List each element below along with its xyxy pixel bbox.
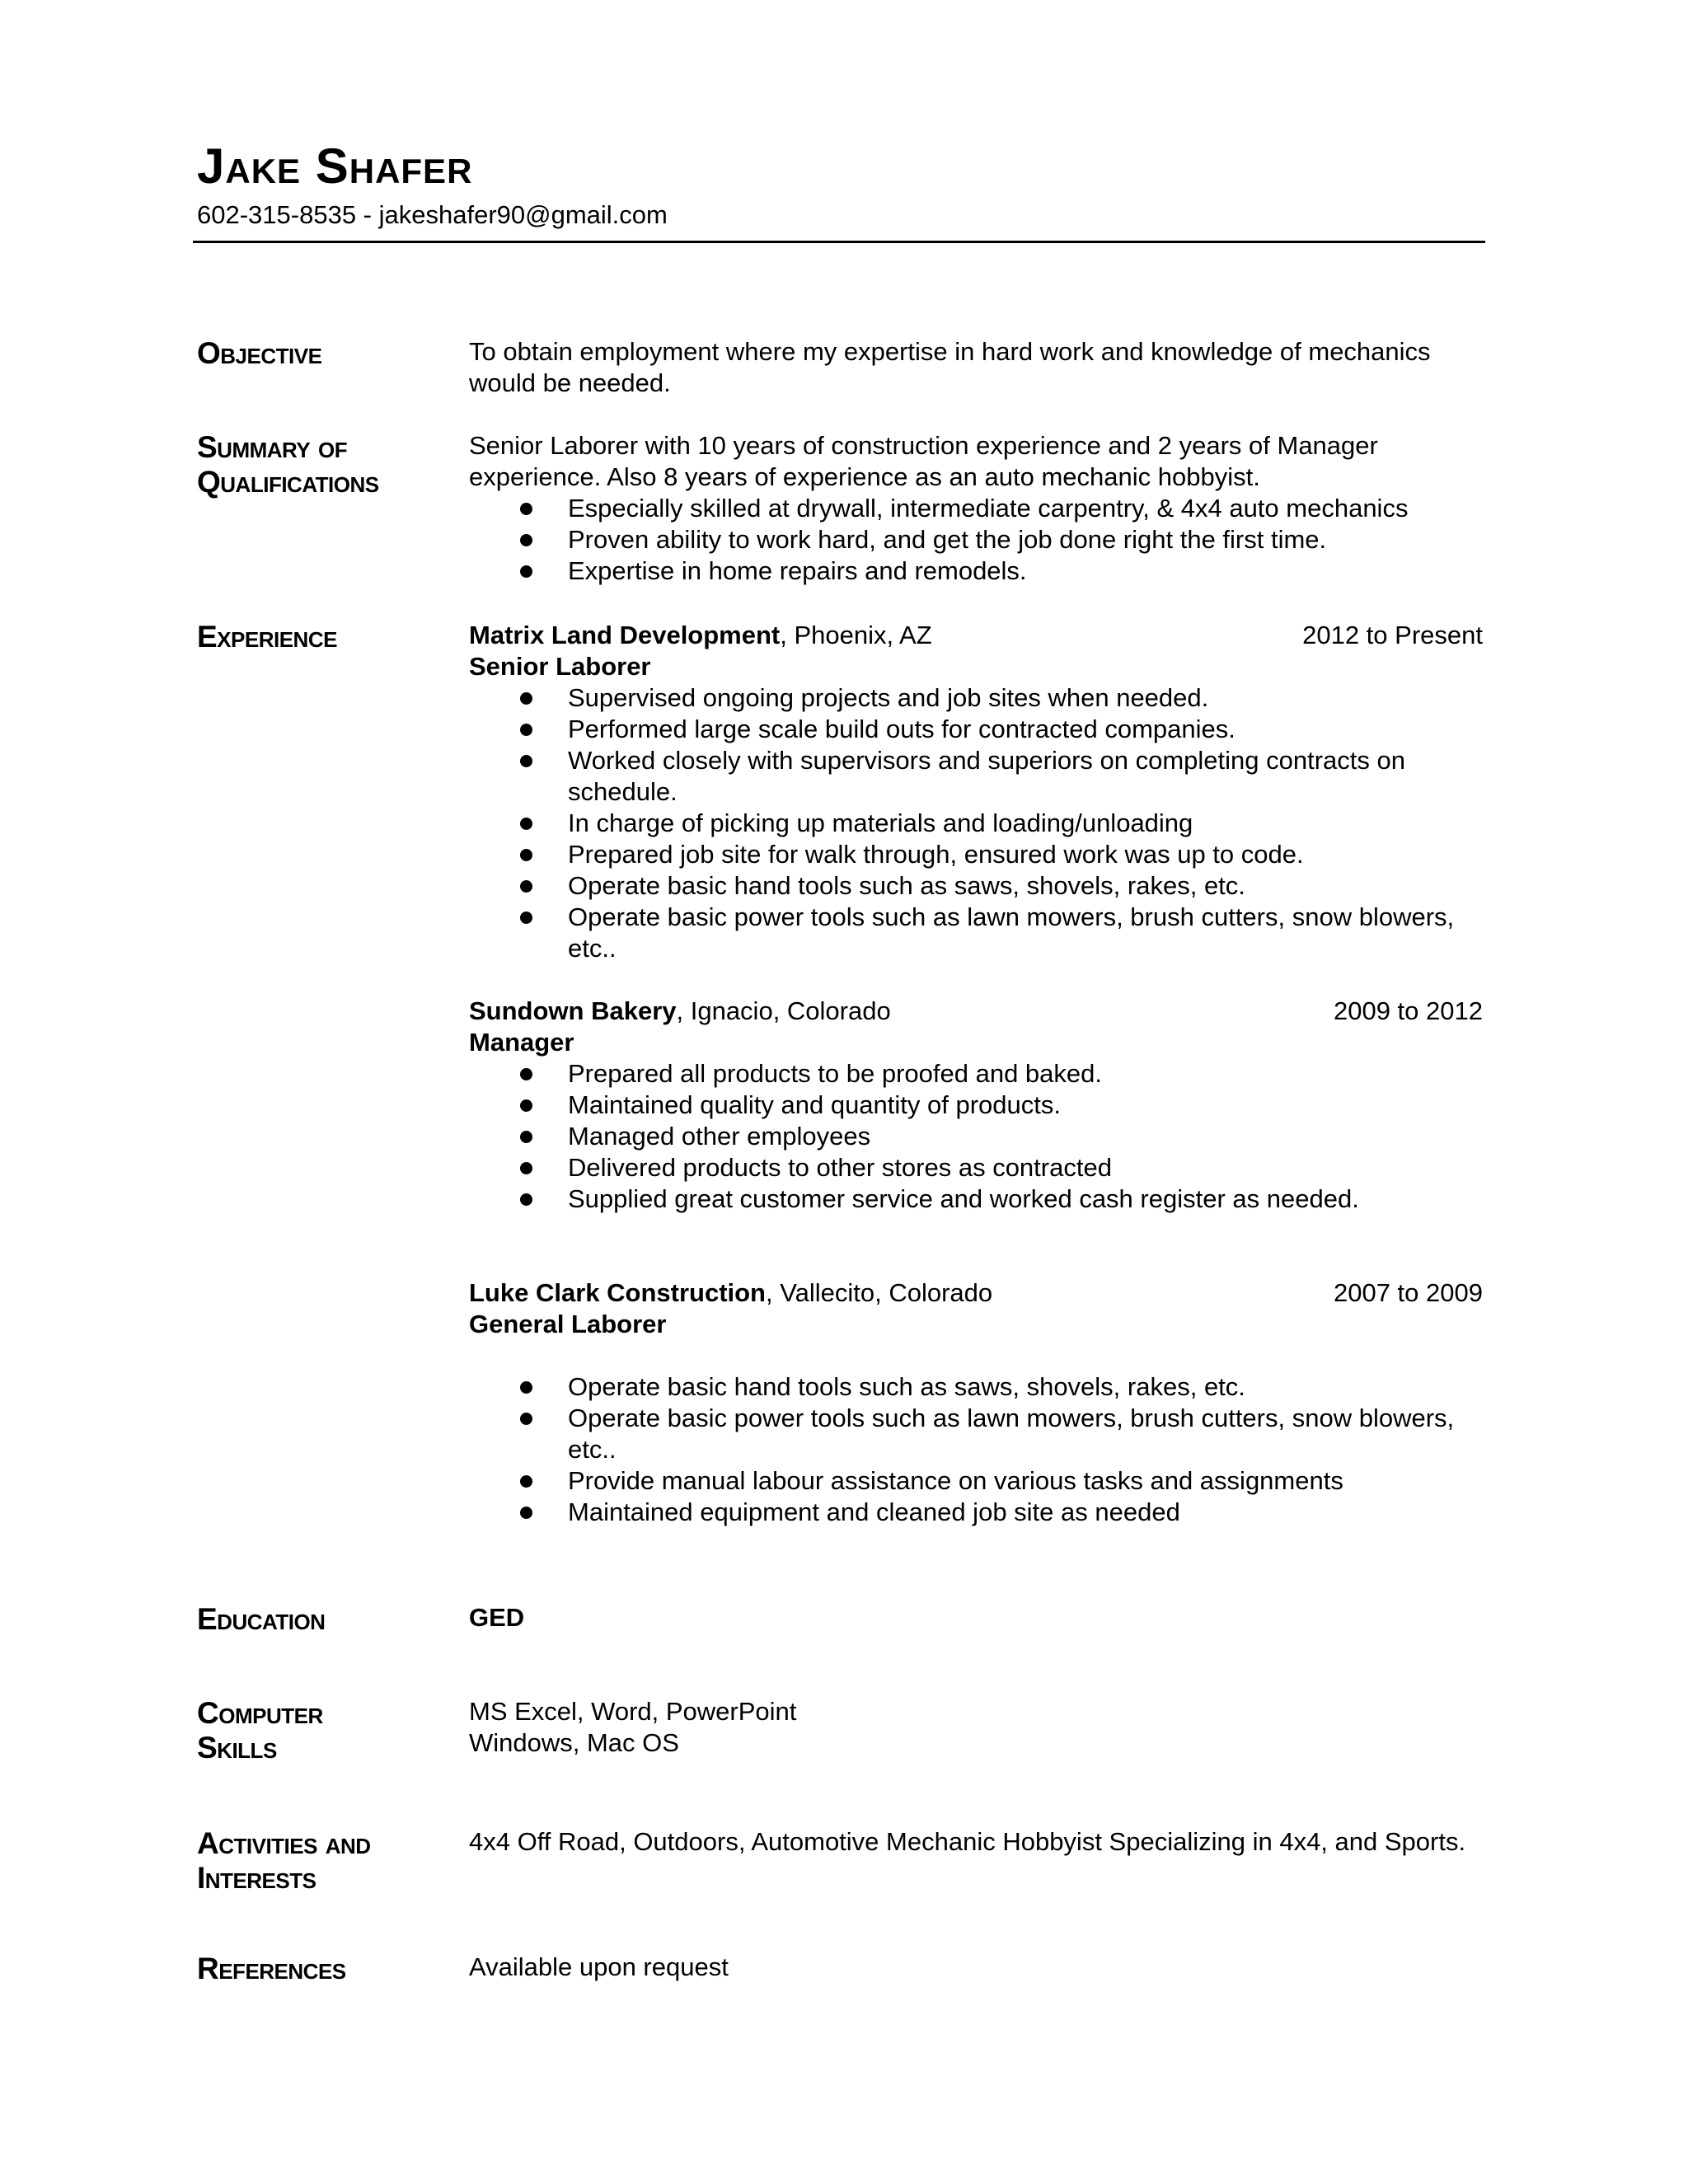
computer-skills-line2: Windows, Mac OS bbox=[469, 1728, 679, 1757]
list-item: Especially skilled at drywall, intermediate carpentry, & 4x4 auto mechanics bbox=[469, 493, 1491, 524]
contact-line bbox=[197, 201, 1483, 229]
job-dates: 2007 to 2009 bbox=[1333, 1278, 1483, 1307]
list-item: Delivered products to other stores as contracted bbox=[469, 1152, 1491, 1183]
job-bullets bbox=[469, 1058, 1491, 1215]
activities-text: 4x4 Off Road, Outdoors, Automotive Mechanic Hobbyist Specializing in 4x4, and Sports. bbox=[469, 1827, 1466, 1856]
job-entry bbox=[469, 996, 1491, 1215]
activities-label-line1: Activities and bbox=[197, 1826, 371, 1860]
references-text: Available upon request bbox=[469, 1952, 729, 1981]
computer-skills-label-line2: Skills bbox=[197, 1731, 277, 1765]
job-heading bbox=[469, 996, 1491, 1027]
objective-text: To obtain employment where my expertise in hard work and knowledge of mechanics would be needed. bbox=[469, 337, 1431, 397]
computer-skills-body bbox=[469, 1696, 1491, 1759]
summary-bullets bbox=[469, 493, 1491, 587]
company-name: Sundown Bakery bbox=[469, 996, 677, 1025]
list-item: Expertise in home repairs and remodels. bbox=[469, 555, 1491, 587]
resume-header bbox=[197, 138, 1483, 229]
list-item: Performed large scale build outs for contracted companies. bbox=[469, 714, 1491, 745]
list-item: Maintained equipment and cleaned job site as needed bbox=[469, 1497, 1491, 1528]
list-item: Provide manual labour assistance on various tasks and assignments bbox=[469, 1465, 1491, 1497]
references-body bbox=[469, 1952, 1491, 1983]
company-name: Luke Clark Construction bbox=[469, 1278, 766, 1307]
references-label: References bbox=[197, 1952, 346, 1985]
list-item: Prepared all products to be proofed and baked. bbox=[469, 1058, 1491, 1090]
list-item: Worked closely with supervisors and superiors on completing contracts on schedule. bbox=[469, 745, 1491, 808]
list-item: Operate basic power tools such as lawn mowers, brush cutters, snow blowers, etc.. bbox=[469, 902, 1491, 964]
candidate-name: Jake Shafer bbox=[197, 138, 473, 194]
education-label: Education bbox=[197, 1602, 326, 1636]
header-divider bbox=[193, 241, 1485, 243]
job-dates: 2012 to Present bbox=[1302, 621, 1483, 649]
list-item: Maintained quality and quantity of products. bbox=[469, 1090, 1491, 1121]
summary-label bbox=[197, 430, 444, 499]
education-body bbox=[469, 1602, 1491, 1633]
computer-skills-label bbox=[197, 1696, 444, 1765]
list-item: In charge of picking up materials and loading/unloading bbox=[469, 808, 1491, 839]
summary-label-line2: Qualifications bbox=[197, 465, 379, 499]
company-location: , Vallecito, Colorado bbox=[766, 1278, 993, 1307]
email-address: jakeshafer90@gmail.com bbox=[378, 200, 668, 229]
activities-body bbox=[469, 1826, 1491, 1858]
computer-skills-label-line1: Computer bbox=[197, 1696, 323, 1730]
company-location: , Ignacio, Colorado bbox=[676, 996, 891, 1025]
list-item: Supplied great customer service and worked cash register as needed. bbox=[469, 1183, 1491, 1215]
job-bullets bbox=[469, 682, 1491, 964]
experience-body bbox=[469, 620, 1491, 1528]
job-title: General Laborer bbox=[469, 1310, 667, 1338]
job-title: Manager bbox=[469, 1028, 574, 1057]
education-text: GED bbox=[469, 1603, 525, 1632]
company-location: , Phoenix, AZ bbox=[780, 621, 932, 649]
contact-separator: - bbox=[356, 200, 379, 229]
job-heading bbox=[469, 1277, 1491, 1309]
list-item: Prepared job site for walk through, ensured work was up to code. bbox=[469, 839, 1491, 870]
computer-skills-line1: MS Excel, Word, PowerPoint bbox=[469, 1697, 797, 1726]
list-item: Operate basic power tools such as lawn mowers, brush cutters, snow blowers, etc.. bbox=[469, 1403, 1491, 1465]
company-name: Matrix Land Development bbox=[469, 621, 781, 649]
phone-number: 602-315-8535 bbox=[197, 200, 357, 229]
activities-label-line2: Interests bbox=[197, 1861, 316, 1895]
objective-body bbox=[469, 336, 1491, 399]
list-item: Supervised ongoing projects and job sites when needed. bbox=[469, 682, 1491, 714]
job-entry bbox=[469, 1277, 1491, 1528]
objective-label: Objective bbox=[197, 336, 322, 370]
job-dates: 2009 to 2012 bbox=[1333, 996, 1483, 1025]
list-item: Operate basic hand tools such as saws, shovels, rakes, etc. bbox=[469, 870, 1491, 902]
summary-text: Senior Laborer with 10 years of construction experience and 2 years of Manager experience. Also 8 years of experience as an auto mechanic hobbyist. bbox=[469, 431, 1378, 491]
job-title: Senior Laborer bbox=[469, 652, 651, 681]
activities-label bbox=[197, 1826, 444, 1896]
summary-body bbox=[469, 430, 1491, 587]
job-heading bbox=[469, 620, 1491, 651]
list-item: Operate basic hand tools such as saws, shovels, rakes, etc. bbox=[469, 1371, 1491, 1403]
job-entry bbox=[469, 620, 1491, 964]
summary-label-line1: Summary of bbox=[197, 430, 348, 464]
list-item: Managed other employees bbox=[469, 1121, 1491, 1152]
experience-label: Experience bbox=[197, 620, 337, 654]
list-item: Proven ability to work hard, and get the job done right the first time. bbox=[469, 524, 1491, 555]
job-bullets bbox=[469, 1371, 1491, 1528]
